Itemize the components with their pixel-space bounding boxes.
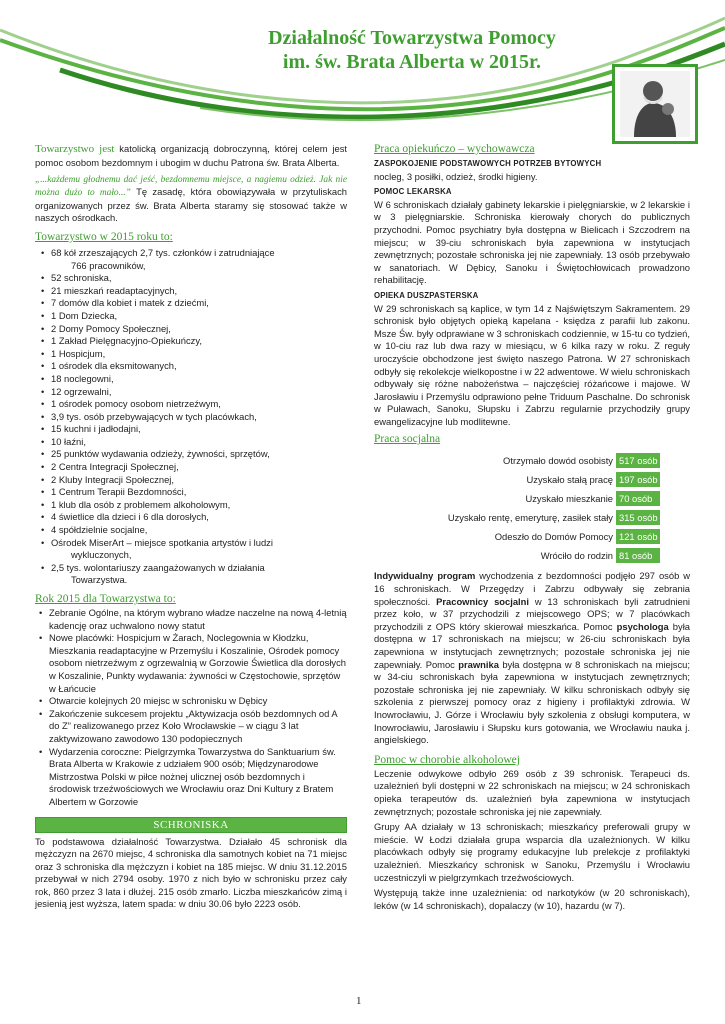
stat-item xyxy=(35,373,347,386)
stat-item-text: 15 kuchni i jadłodajni, xyxy=(51,423,141,435)
subheading-potrzeby: ZASPOKOJENIE PODSTAWOWYCH POTRZEB BYTOWYCH xyxy=(374,159,602,168)
social-work-value: 121 osób xyxy=(616,529,660,544)
stat-item-text: wykluczonych, xyxy=(71,549,132,561)
section-heading-2015: Towarzystwo w 2015 roku to: xyxy=(35,230,173,243)
socjalna-text-a: wychodzenia z bezdomności podjęło 297 osób w 16 schroniskach. W Przegędzy i Zabrzu odbywały się zebrania społeczności. xyxy=(374,570,690,607)
bold-lawyer: prawnika xyxy=(458,658,499,670)
praca-text-1: nocleg, 3 posiłki, odzież, środki higieny. xyxy=(374,170,538,182)
stat-item-text: 1 Dom Dziecka, xyxy=(51,309,118,321)
stat-item-text: 68 kół zrzeszających 2,7 tys. członków i zatrudniające xyxy=(51,246,275,258)
stat-item xyxy=(35,562,347,587)
year-event-item: • Otwarcie kolejnych 20 miejsc w schronisku w Dębicy xyxy=(35,695,347,708)
stat-item-text: 4 świetlice dla dzieci i 6 dla dorosłych, xyxy=(51,511,209,523)
social-work-label: Uzyskało stałą pracę xyxy=(526,474,613,486)
alkohol-text-3: Występują także inne uzależnienia: od narkotyków (w 20 schroniskach), leków (w 14 schroniskach), dopalaczy (w 10), hazardu (w 7). xyxy=(374,887,690,911)
stat-item xyxy=(35,423,347,436)
stat-item-text: 1 Centrum Terapii Bezdomności, xyxy=(51,486,187,498)
section-heading-alkohol: Pomoc w chorobie alkoholowej xyxy=(374,753,520,766)
stat-item-text: 52 schroniska, xyxy=(51,272,112,284)
stat-item xyxy=(35,499,347,512)
alkohol-text-2: Grupy AA działały w 13 schroniskach; mieszkańcy preferowali grupy w mieście. W Łodzi działała grupa wsparcia dla uzależnionych. W kilku placówkach odbyły się programy edukacyjne lub prelekcje z profilaktyki uzależnień. Mieszkańcy schronisk w Sanoku, Przemyślu i Wrocławiu uczestniczyli w pielgrzymkach trzeźwościowych. xyxy=(374,821,690,883)
intro-lead: Towarzystwo jest xyxy=(35,143,115,155)
stat-item-text: 1 ośrodek dla eksmitowanych, xyxy=(51,360,177,372)
stat-item-text: 1 ośrodek pomocy osobom nietrzeźwym, xyxy=(51,398,221,410)
stat-item xyxy=(35,511,347,524)
bold-social-workers: Pracownicy socjalni xyxy=(436,595,529,607)
subheading-pomoc-lekarska: POMOC LEKARSKA xyxy=(374,187,452,197)
stat-item-text: 2 Centra Integracji Społecznej, xyxy=(51,461,179,473)
social-work-label: Wróciło do rodzin xyxy=(540,550,613,562)
social-work-label: Uzyskało mieszkanie xyxy=(525,493,613,505)
stat-item-text: 21 mieszkań readaptacyjnych, xyxy=(51,284,178,296)
brother-albert-portrait-icon xyxy=(620,71,690,137)
stat-item xyxy=(35,436,347,449)
social-work-table xyxy=(374,449,660,567)
stat-item xyxy=(35,285,347,298)
alkohol-text-1: Leczenie odwykowe odbyło 269 osób z 39 schronisk. Terapeuci ds. uzależnień byli dostępni w 22 schroniskach na miejscu; w 24 schroniskach opieka terapeutów ds. uzależnień była zapewniona w instytucjach zewnętrznych; pozostałe schroniska jej nie zapewniały. xyxy=(374,767,690,817)
stat-item xyxy=(35,335,347,348)
page-title xyxy=(232,26,592,74)
stat-item-text: 2 Kluby Integracji Społecznej, xyxy=(51,473,174,485)
stat-item xyxy=(35,537,347,562)
stat-item xyxy=(35,486,347,499)
bold-psychologist: psychologa xyxy=(616,620,669,632)
socjalna-text-b: w 13 schroniskach byli zatrudnieni przez koło, w 37 przychodzili z miejscowego OPS; w 7 placówkach przychodzili z OPS który skierował mieszkańca. Pomoc xyxy=(374,595,690,632)
stats-list xyxy=(35,247,347,587)
stat-item-text: Towarzystwa. xyxy=(71,574,128,586)
social-work-value: 517 osób xyxy=(616,453,660,468)
schroniska-text: To podstawowa działalność Towarzystwa. Działało 45 schronisk dla mężczyzn na 2670 miejsc, 4 schroniska dla samotnych kobiet na 71 miejsc oraz 3 schroniska dla mężczyzn i kobiet na 185 miejsc. W dniu 31.12.2015 przebywał w nich 2794 osoby. 1970 z nich było w schronisku przez cały rok, 860 przez 3 lata i dłużej. 215 osób zmarło. Liczba mieszkańców zimą i jesienią jest wyższa, latem spada: w dniu 30.06 było 2223 osób. xyxy=(35,835,347,910)
stat-item xyxy=(35,323,347,336)
intro-paragraph xyxy=(35,142,347,170)
social-work-value: 315 osób xyxy=(616,510,660,525)
year-event-item: • Nowe placówki: Hospicjum w Żarach, Noclegownia w Kłodzku, Mieszkania readaptacyjne w Przemyślu i Koszalinie, Ośrodek pomocy osobom nietrzeźwym z ogrzewalnią w Gorzowie Świetlica dla dorosłych w Koszalinie, Punkty wydawania: żywności w Częstochowie, sprzętów w Łańcucie xyxy=(35,632,347,695)
schroniska-banner: SCHRONISKA xyxy=(35,817,347,833)
page-number: 1 xyxy=(356,995,362,1007)
stat-item-text: Ośrodek MiserArt – miejsce spotkania artystów i ludzi xyxy=(51,536,273,548)
stat-item-text: 18 noclegowni, xyxy=(51,372,114,384)
socjalna-text-c: była dostępna w 17 schroniskach na miejscu; w 26-ciu schroniskach była zapewniona w instytucjach zewnętrznych; pozostałe schroniska jej nie zapewniały. Pomoc xyxy=(374,620,690,670)
stat-item-text: 4 spółdzielnie socjalne, xyxy=(51,524,148,536)
stat-item xyxy=(35,348,347,361)
intro-text-1: katolicką organizacją dobroczynną, której celem jest pomoc osobom bezdomnym i ubogim w duchu Patrona św. Brata Alberta. xyxy=(35,143,347,168)
stat-item-text: 1 Zakład Pielęgnacyjno-Opiekuńczy, xyxy=(51,335,202,347)
stat-item-text: 766 pracowników, xyxy=(71,259,146,271)
section-heading-socjalna: Praca socjalna xyxy=(374,433,441,446)
stat-item-text: 2,5 tys. wolontariuszy zaangażowanych w działania xyxy=(51,561,265,573)
social-work-row xyxy=(374,510,660,525)
social-work-row xyxy=(374,529,660,544)
stat-item-text: 2 Domy Pomocy Społecznej, xyxy=(51,322,171,334)
left-column xyxy=(35,142,347,911)
social-work-row xyxy=(374,548,660,563)
stat-item xyxy=(35,448,347,461)
quote-paragraph xyxy=(35,173,347,225)
logo xyxy=(612,64,698,144)
year-list xyxy=(35,607,347,809)
stat-item xyxy=(35,524,347,537)
stat-item xyxy=(35,461,347,474)
section-heading-year: Rok 2015 dla Towarzystwa to: xyxy=(35,593,176,605)
social-work-row xyxy=(374,472,660,487)
socjalna-paragraph xyxy=(374,570,690,746)
right-column xyxy=(374,142,690,912)
stat-item-text: 1 klub dla osób z problemem alkoholowym, xyxy=(51,498,231,510)
social-work-row xyxy=(374,453,660,468)
year-event-item: • Wydarzenia coroczne: Pielgrzymka Towarzystwa do Sanktuarium św. Brata Alberta w Krakowie z udziałem 900 osób; Międzynarodowe Mistrzostwa Polski w piłce nożnej ulicznej osób bezdomnych i środowisk trzeźwościowych we Wrocławiu oraz Dni Kultury z Bratem Albertem w Gorzowie xyxy=(35,746,347,809)
subheading-opieka-duszpasterska: OPIEKA DUSZPASTERSKA xyxy=(374,290,479,300)
albert-quote: „...każdemu głodnemu dać jeść, bezdomnemu miejsce, a nagiemu odzież. Jak nie można dużo to mało...” xyxy=(35,174,347,199)
title-line-1: Działalność Towarzystwa Pomocy xyxy=(268,27,556,49)
social-work-label: Uzyskało rentę, emeryturę, zasiłek stały xyxy=(447,512,613,524)
stat-item-text: 3,9 tys. osób przebywających w tych placówkach, xyxy=(51,410,257,422)
stat-item-text: 7 domów dla kobiet i matek z dziećmi, xyxy=(51,297,209,309)
year-event-item: • Zakończenie sukcesem projektu „Aktywizacja osób bezdomnych od A do Z” realizowanego przez Koło Wrocławskie – w ciągu 3 lat zaktywizowano zawodowo 130 podopiecznych xyxy=(35,708,347,746)
stat-item-text: 25 punktów wydawania odzieży, żywności, sprzętów, xyxy=(51,448,270,460)
stat-item xyxy=(35,474,347,487)
praca-text-2: W 6 schroniskach działały gabinety lekarskie i pielęgniarskie, w 2 lekarskie i w 3 pielęgniarskie. Schroniska kierowały chorych do publicznych przychodni. Pomoc psychiatry była dostępna w Bielicach i Szczodrem na miejscu; w 39-ciu schroniskach była zapewniona w instytucjach zewnętrznych; pozostałe schroniska jej nie zapewniały. 13 osób przebywało w sanatoriach. W Dębicy, Sanoku i Świętochłowicach prowadzono rehabilitację. xyxy=(374,198,690,286)
social-work-value: 81 osób xyxy=(616,548,660,563)
bold-individual-program: Indywidualny program xyxy=(374,570,476,582)
social-work-label: Otrzymało dowód osobisty xyxy=(503,455,613,467)
stat-item xyxy=(35,411,347,424)
stat-item-text: 1 Hospicjum, xyxy=(51,347,106,359)
social-work-value: 70 osób xyxy=(616,491,660,506)
stat-item xyxy=(35,272,347,285)
stat-item xyxy=(35,386,347,399)
social-work-row xyxy=(374,491,660,506)
stat-item xyxy=(35,398,347,411)
title-line-2: im. św. Brata Alberta w 2015r. xyxy=(282,51,542,73)
year-event-item: • Zebranie Ogólne, na którym wybrano władze naczelne na nową 4-letnią kadencję oraz uchwalono nowy statut xyxy=(35,607,347,632)
social-work-label: Odeszło do Domów Pomocy xyxy=(494,531,613,543)
stat-item-text: 12 ogrzewalni, xyxy=(51,385,112,397)
praca-text-3: W 29 schroniskach są kaplice, w tym 14 z Najświętszym Sakramentem. 29 schronisk było objętych opieką kapelana - księdza z parafii lub zakonu. Msze Św. były odprawiane w 3 schroniskach codziennie, w 15-tu co tydzień, w 10-ciu raz lub dwa razy w miesiącu, w 6 kilka razy w roku. Z reguły uroczyście obchodzone jest święto naszego Patrona. W 27 schroniskach odbyły się rekolekcje wielkopostne i w 22 adwentowe. W wielu schroniskach odbywały się różne nabożeństwa – najczęściej różańcowe i majowe. W Jarosławiu i Przemyślu odprawiono pełne Triduum Paschalne. Do schronisk w Puławach, Sanoku, Słupsku i Zabrzu regularnie przychodziły grupy ewangelizacyjne lub modlitewne. xyxy=(374,302,690,427)
stat-item xyxy=(35,247,347,272)
intro-text-2: Tę zasadę, która obowiązywała w przytuliskach organizowanych przez św. Brata Alberta staramy się stosować także w naszych ośrodkach. xyxy=(35,186,347,224)
stat-item xyxy=(35,360,347,373)
stat-item-text: 10 łaźni, xyxy=(51,435,86,447)
stat-item xyxy=(35,310,347,323)
social-work-value: 197 osób xyxy=(616,472,660,487)
socjalna-text-d: była dostępna w 8 schroniskach na miejscu; w 34-ciu schroniskach była zapewniona w instytucjach zewnętrznych; pozostałe schroniska jej nie zapewniały. W kilku schroniskach odbyły się szkolenia z pierwszej pomocy oraz z higieny i profilaktyki zdrowia. W Inowrocławiu, J. Górze i Wrocławiu były szkolenia z obsługi komputera, w Inowrocławiu, Jarosławiu i Słupsku kurs gotowania, we Wrocławiu nauka j. angielskiego. xyxy=(374,658,691,746)
stat-item xyxy=(35,297,347,310)
section-heading-praca: Praca opiekuńczo – wychowawcza xyxy=(374,143,535,155)
